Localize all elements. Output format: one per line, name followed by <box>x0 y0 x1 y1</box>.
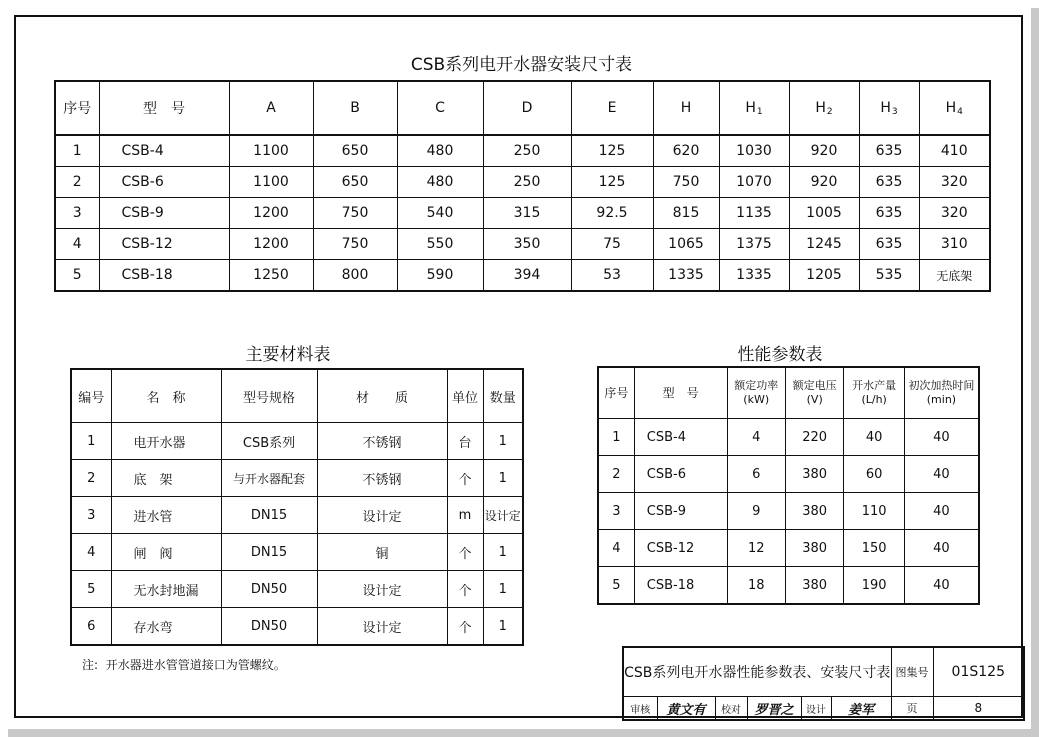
header-h1 <box>719 81 789 135</box>
cell-h: 1065 <box>653 229 719 260</box>
cell-e: 125 <box>571 135 653 167</box>
cell-e: 53 <box>571 260 653 292</box>
header-h2-main: H <box>815 99 826 116</box>
cell-h2: 1245 <box>789 229 859 260</box>
cell-a: 1100 <box>229 135 313 167</box>
page-number: 8 <box>933 697 1024 721</box>
cell-b: 650 <box>313 135 397 167</box>
page-shadow-right <box>1031 8 1039 737</box>
cell-unit: 个 <box>447 460 483 497</box>
note <box>82 656 286 673</box>
cell-h2: 920 <box>789 135 859 167</box>
header-b: B <box>313 81 397 135</box>
header-h1-sub: 1 <box>756 106 763 117</box>
cell-h2: 920 <box>789 167 859 198</box>
header-h4 <box>919 81 990 135</box>
cell-model: CSB-6 <box>99 167 229 198</box>
cell-no: 4 <box>598 530 634 567</box>
cell-d: 250 <box>483 135 571 167</box>
cell-no: 3 <box>55 198 99 229</box>
note-label: 注: <box>82 658 99 672</box>
cell-voltage: 380 <box>785 567 843 605</box>
cell-heat-time: 40 <box>904 456 979 493</box>
header-no: 序号 <box>55 81 99 135</box>
performance-table <box>597 366 980 605</box>
cell-qty: 1 <box>483 423 523 460</box>
cell-name: 无水封地漏 <box>111 571 221 608</box>
cell-h: 750 <box>653 167 719 198</box>
table-row <box>598 419 979 456</box>
table-row <box>71 534 523 571</box>
cell-material: 不锈钢 <box>317 460 447 497</box>
header-h1-main: H <box>745 99 756 116</box>
cell-model: CSB-9 <box>99 198 229 229</box>
atlas-number: 01S125 <box>933 647 1024 697</box>
cell-c: 550 <box>397 229 483 260</box>
header-name: 名 称 <box>111 369 221 423</box>
cell-spec: DN15 <box>221 497 317 534</box>
cell-no: 2 <box>55 167 99 198</box>
cell-h4: 320 <box>919 198 990 229</box>
header-voltage <box>785 367 843 419</box>
materials-table-title: 主要材料表 <box>245 345 331 365</box>
cell-voltage: 220 <box>785 419 843 456</box>
table-row <box>71 460 523 497</box>
header-spec: 型号规格 <box>221 369 317 423</box>
cell-h3: 635 <box>859 167 919 198</box>
cell-b: 750 <box>313 229 397 260</box>
cell-a: 1200 <box>229 229 313 260</box>
cell-b: 800 <box>313 260 397 292</box>
cell-a: 1100 <box>229 167 313 198</box>
cell-model: CSB-18 <box>634 567 727 605</box>
cell-no: 4 <box>71 534 111 571</box>
cell-heat-time: 40 <box>904 493 979 530</box>
cell-no: 1 <box>71 423 111 460</box>
cell-h4: 410 <box>919 135 990 167</box>
cell-name: 闸 阀 <box>111 534 221 571</box>
header-power <box>727 367 785 419</box>
table-row <box>598 456 979 493</box>
cell-a: 1200 <box>229 198 313 229</box>
cell-material: 设计定 <box>317 497 447 534</box>
cell-output: 40 <box>844 419 904 456</box>
atlas-label: 图集号 <box>891 647 933 697</box>
cell-c: 540 <box>397 198 483 229</box>
page-label: 页 <box>891 697 933 721</box>
cell-no: 2 <box>598 456 634 493</box>
cell-material: 铜 <box>317 534 447 571</box>
cell-h3: 635 <box>859 229 919 260</box>
table-row <box>71 571 523 608</box>
table-row <box>71 497 523 534</box>
performance-table-title: 性能参数表 <box>737 345 823 365</box>
cell-no: 6 <box>71 608 111 646</box>
cell-model: CSB-9 <box>634 493 727 530</box>
cell-material: 不锈钢 <box>317 423 447 460</box>
review-label: 审核 <box>623 697 657 721</box>
cell-h2: 1005 <box>789 198 859 229</box>
cell-voltage: 380 <box>785 530 843 567</box>
table-row <box>71 608 523 646</box>
cell-c: 480 <box>397 167 483 198</box>
cell-b: 650 <box>313 167 397 198</box>
title-block-sign-row <box>623 697 1024 721</box>
cell-d: 350 <box>483 229 571 260</box>
cell-e: 125 <box>571 167 653 198</box>
table-row <box>71 423 523 460</box>
cell-unit: 个 <box>447 608 483 646</box>
cell-qty: 1 <box>483 460 523 497</box>
cell-power: 9 <box>727 493 785 530</box>
header-voltage-unit: (V) <box>806 393 823 406</box>
table-row <box>55 167 990 198</box>
header-material: 材 质 <box>317 369 447 423</box>
table-row <box>598 567 979 605</box>
cell-h1: 1070 <box>719 167 789 198</box>
cell-b: 750 <box>313 198 397 229</box>
header-no: 编号 <box>71 369 111 423</box>
cell-spec: 与开水器配套 <box>221 460 317 497</box>
cell-no: 5 <box>71 571 111 608</box>
cell-model: CSB-6 <box>634 456 727 493</box>
design-signature: 姜军 <box>831 697 891 721</box>
cell-voltage: 380 <box>785 493 843 530</box>
cell-output: 60 <box>844 456 904 493</box>
cell-spec: DN15 <box>221 534 317 571</box>
cell-heat-time: 40 <box>904 567 979 605</box>
cell-h4: 无底架 <box>919 260 990 292</box>
cell-no: 3 <box>598 493 634 530</box>
cell-unit: 个 <box>447 571 483 608</box>
cell-no: 3 <box>71 497 111 534</box>
table-row <box>55 135 990 167</box>
table-row <box>55 229 990 260</box>
header-h4-main: H <box>945 99 957 116</box>
dimensions-table-title: CSB系列电开水器安装尺寸表 <box>410 55 633 75</box>
header-c: C <box>397 81 483 135</box>
cell-h4: 320 <box>919 167 990 198</box>
header-d: D <box>483 81 571 135</box>
cell-heat-time: 40 <box>904 530 979 567</box>
cell-output: 150 <box>844 530 904 567</box>
check-label: 校对 <box>715 697 747 721</box>
cell-d: 315 <box>483 198 571 229</box>
cell-h3: 635 <box>859 198 919 229</box>
cell-h1: 1375 <box>719 229 789 260</box>
cell-d: 394 <box>483 260 571 292</box>
cell-qty: 设计定 <box>483 497 523 534</box>
cell-h2: 1205 <box>789 260 859 292</box>
cell-c: 480 <box>397 135 483 167</box>
table-row <box>598 493 979 530</box>
cell-material: 设计定 <box>317 571 447 608</box>
dimensions-table <box>54 80 991 292</box>
header-a: A <box>229 81 313 135</box>
header-h3 <box>859 81 919 135</box>
cell-h3: 635 <box>859 135 919 167</box>
cell-unit: 个 <box>447 534 483 571</box>
table-row <box>55 198 990 229</box>
cell-spec: DN50 <box>221 608 317 646</box>
header-power-unit: (kW) <box>743 393 770 406</box>
header-unit: 单位 <box>447 369 483 423</box>
design-label: 设计 <box>801 697 831 721</box>
header-h: H <box>653 81 719 135</box>
cell-power: 12 <box>727 530 785 567</box>
cell-h: 620 <box>653 135 719 167</box>
performance-header-row <box>598 367 979 419</box>
dimensions-header-row <box>55 81 990 135</box>
cell-d: 250 <box>483 167 571 198</box>
cell-heat-time: 40 <box>904 419 979 456</box>
cell-h: 1335 <box>653 260 719 292</box>
title-block-main-row <box>623 647 1024 697</box>
cell-h1: 1030 <box>719 135 789 167</box>
cell-unit: 台 <box>447 423 483 460</box>
cell-output: 190 <box>844 567 904 605</box>
header-power-label: 额定功率 <box>734 379 779 392</box>
cell-name: 底 架 <box>111 460 221 497</box>
header-heat-time <box>904 367 979 419</box>
title-block <box>622 646 1025 721</box>
cell-power: 6 <box>727 456 785 493</box>
cell-qty: 1 <box>483 534 523 571</box>
header-h3-sub: 3 <box>891 106 898 117</box>
cell-model: CSB-12 <box>634 530 727 567</box>
page-shadow-bottom <box>8 729 1039 737</box>
header-output <box>844 367 904 419</box>
header-model: 型 号 <box>99 81 229 135</box>
note-text: 开水器进水管管道接口为管螺纹。 <box>105 658 286 672</box>
cell-model: CSB-18 <box>99 260 229 292</box>
cell-c: 590 <box>397 260 483 292</box>
header-model: 型 号 <box>634 367 727 419</box>
materials-header-row <box>71 369 523 423</box>
cell-power: 18 <box>727 567 785 605</box>
drawing-title: CSB系列电开水器性能参数表、安装尺寸表 <box>623 647 891 697</box>
header-h2-sub: 2 <box>826 106 833 117</box>
cell-unit: m <box>447 497 483 534</box>
cell-no: 5 <box>55 260 99 292</box>
header-e: E <box>571 81 653 135</box>
review-signature: 黄文有 <box>657 697 715 721</box>
materials-table <box>70 368 524 646</box>
cell-qty: 1 <box>483 608 523 646</box>
cell-model: CSB-4 <box>99 135 229 167</box>
cell-qty: 1 <box>483 571 523 608</box>
cell-model: CSB-12 <box>99 229 229 260</box>
table-row <box>598 530 979 567</box>
header-h3-main: H <box>880 99 891 116</box>
cell-h4: 310 <box>919 229 990 260</box>
cell-name: 进水管 <box>111 497 221 534</box>
cell-e: 75 <box>571 229 653 260</box>
cell-model: CSB-4 <box>634 419 727 456</box>
cell-spec: DN50 <box>221 571 317 608</box>
check-signature: 罗晋之 <box>747 697 801 721</box>
cell-no: 1 <box>598 419 634 456</box>
header-output-unit: (L/h) <box>861 393 887 406</box>
cell-h: 815 <box>653 198 719 229</box>
header-voltage-label: 额定电压 <box>792 379 837 392</box>
header-output-label: 开水产量 <box>852 379 897 392</box>
table-row <box>55 260 990 292</box>
cell-spec: CSB系列 <box>221 423 317 460</box>
header-heat-time-label: 初次加热时间 <box>908 379 975 392</box>
cell-voltage: 380 <box>785 456 843 493</box>
cell-name: 电开水器 <box>111 423 221 460</box>
header-h2 <box>789 81 859 135</box>
cell-output: 110 <box>844 493 904 530</box>
cell-material: 设计定 <box>317 608 447 646</box>
cell-name: 存水弯 <box>111 608 221 646</box>
cell-e: 92.5 <box>571 198 653 229</box>
cell-no: 1 <box>55 135 99 167</box>
header-h4-sub: 4 <box>957 106 963 117</box>
cell-no: 5 <box>598 567 634 605</box>
cell-power: 4 <box>727 419 785 456</box>
cell-no: 2 <box>71 460 111 497</box>
cell-h1: 1335 <box>719 260 789 292</box>
cell-a: 1250 <box>229 260 313 292</box>
cell-h3: 535 <box>859 260 919 292</box>
cell-no: 4 <box>55 229 99 260</box>
header-qty: 数量 <box>483 369 523 423</box>
cell-h1: 1135 <box>719 198 789 229</box>
header-no: 序号 <box>598 367 634 419</box>
header-heat-time-unit: (min) <box>926 393 957 406</box>
